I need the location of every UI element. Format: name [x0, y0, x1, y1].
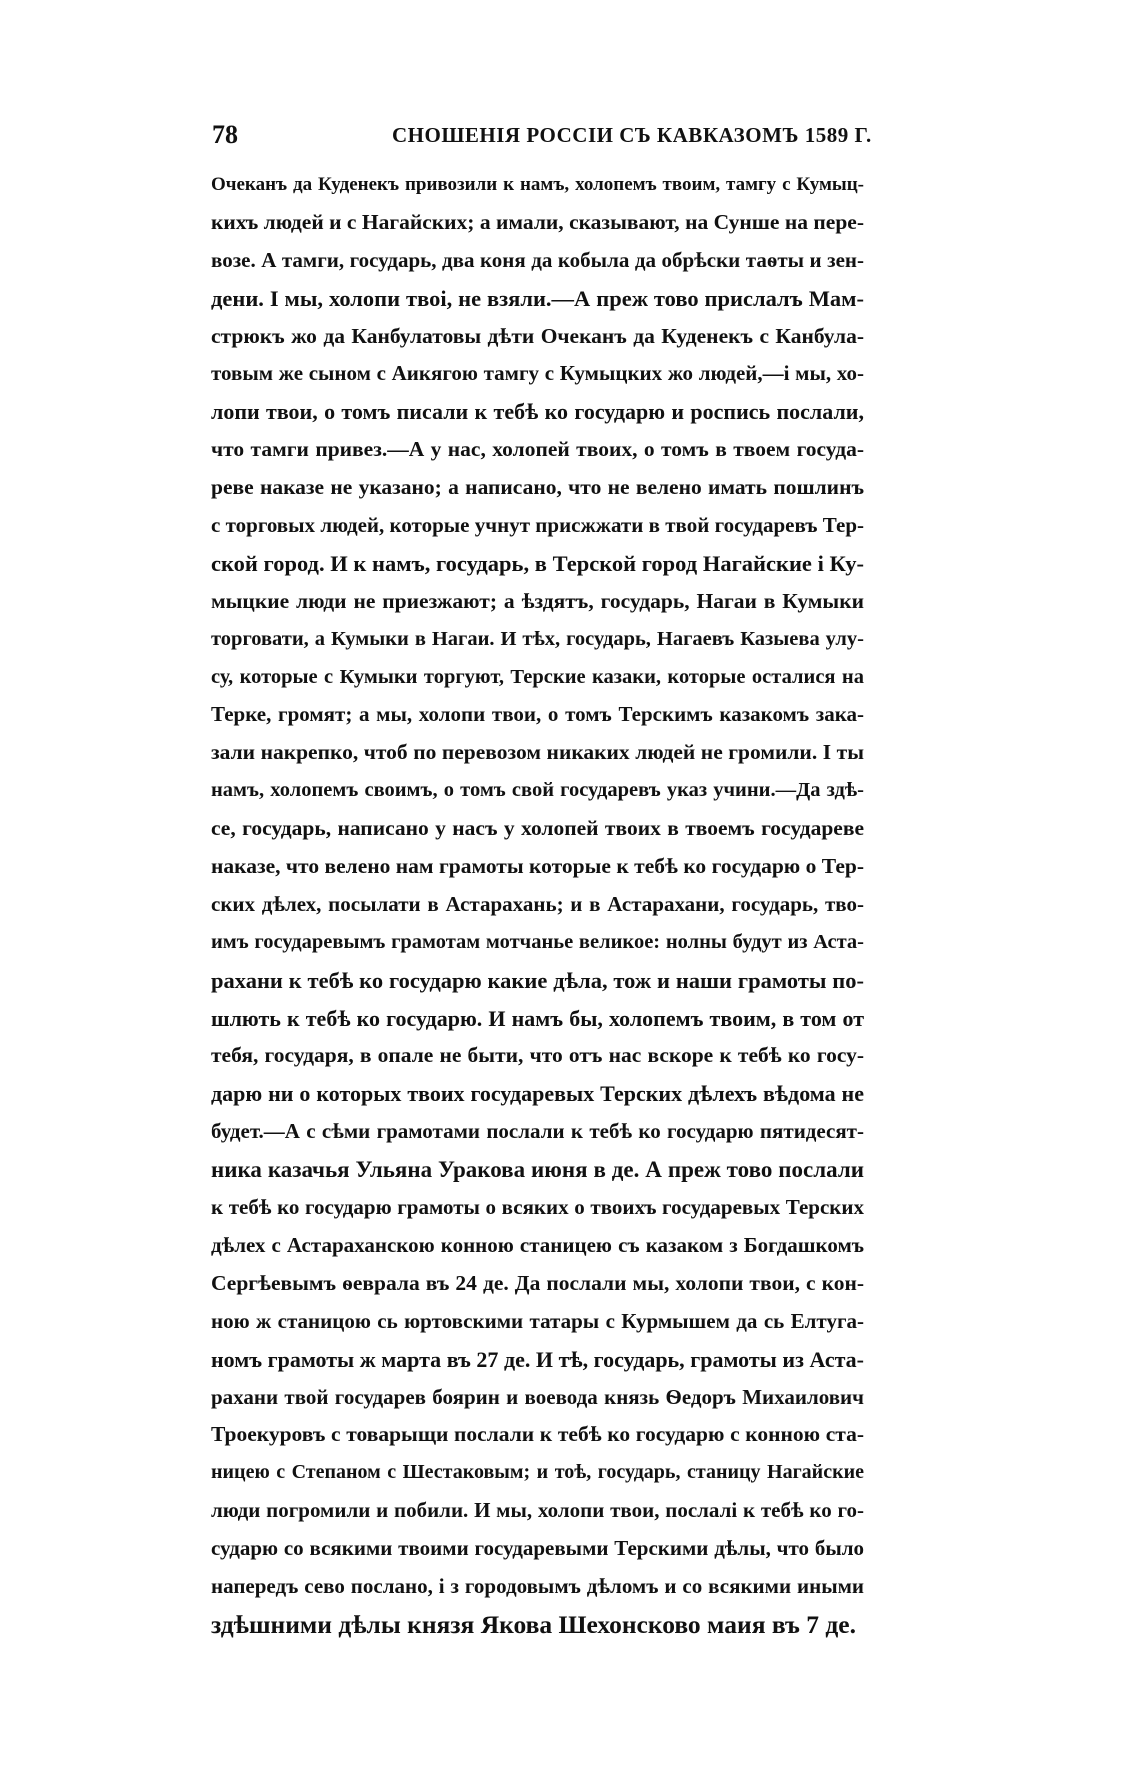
text-line: рахани к тебѣ ко государю какие дѣла, тож и наши грамоты по-	[211, 967, 864, 993]
page-header	[212, 115, 872, 155]
page-number: 78	[212, 120, 238, 149]
body-text	[211, 166, 864, 1644]
text-line: с торговых людей, которые учнут присжжати в твой государевъ Тер-	[211, 513, 864, 538]
text-line: ника казачья Ульяна Уракова июня в де. А преж тово послали	[211, 1157, 864, 1183]
text-line: Троекуровъ с товарыщи послали к тебѣ ко государю с конною ста-	[211, 1422, 864, 1447]
text-line: торговати, а Кумыки в Нагаи. И тѣх, государь, Нагаевъ Казыева улу-	[211, 627, 864, 650]
text-line: зали накрепко, чтоб по перевозом никаких людей не громили. І ты	[211, 740, 864, 765]
text-line: наказе, что велено нам грамоты которые к тебѣ ко государю о Тер-	[211, 854, 864, 879]
text-line: Очеканъ да Куденекъ привозили к намъ, холопемъ твоим, тамгу с Кумыц-	[211, 174, 864, 195]
text-line: ницею с Степаном с Шестаковым; и тоѣ, государь, станицу Нагайские	[211, 1461, 864, 1484]
text-line: ской город. И к намъ, государь, в Терской город Нагайские і Ку-	[211, 550, 864, 576]
text-line: возе. А тамги, государь, два коня да кобыла да обрѣски таѳты и зен-	[211, 247, 864, 272]
text-line: шлють к тебѣ ко государю. И намъ бы, холопемъ твоим, в том от	[211, 1005, 864, 1031]
text-line: напередъ сево послано, і з городовымъ дѣломъ и со всякими иными	[211, 1573, 864, 1598]
text-line: ских дѣлех, посылати в Астарахань; и в Астарахани, государь, тво-	[211, 891, 864, 916]
text-line: Сергѣевымъ ѳеврала въ 24 де. Да послали мы, холопи твои, с кон-	[211, 1270, 864, 1295]
text-line: кихъ людей и с Нагайских; а имали, сказывают, на Сунше на пере-	[211, 209, 864, 234]
text-line: номъ грамоты ж марта въ 27 де. И тѣ, государь, грамоты из Аста-	[211, 1346, 864, 1372]
text-line: дени. І мы, холопи твоі, не взяли.—А преж тово прислалъ Мам-	[211, 285, 864, 311]
text-line: дарю ни о которых твоих государевых Терских дѣлехъ вѣдома не	[211, 1081, 864, 1107]
text-line: здѣшними дѣлы князя Якова Шехонсково маия въ 7 де.	[211, 1609, 856, 1639]
running-title: СНОШЕНІЯ РОССІИ СЪ КАВКАЗОМЪ 1589 Г.	[392, 123, 872, 147]
text-line: люди погромили и побили. И мы, холопи твои, послалі к тебѣ ко го-	[211, 1498, 864, 1523]
text-line: ною ж станицою сь юртовскими татары с Курмышем да сь Елтуга-	[211, 1308, 864, 1333]
text-line: дѣлех с Астараханскою конною станицею съ казаком з Богдашкомъ	[211, 1232, 864, 1257]
text-line: мыцкие люди не приезжают; а ѣздятъ, государь, Нагаи в Кумыки	[211, 588, 864, 613]
text-line: се, государь, написано у насъ у холопей твоих в твоемъ государеве	[211, 816, 864, 841]
text-line: лопи твои, о томъ писали к тебѣ ко государю и роспись послали,	[211, 399, 864, 425]
text-line: стрюкъ жо да Канбулатовы дѣти Очеканъ да Куденекъ с Канбула-	[211, 323, 864, 348]
text-line: намъ, холопемъ своимъ, о томъ свой государевъ указ учини.—Да здѣ-	[211, 779, 864, 802]
text-line: Терке, громят; а мы, холопи твои, о томъ Терскимъ казакомъ зака-	[211, 702, 864, 727]
text-line: товым же сыном с Аикягою тамгу с Кумыцких жо людей,—і мы, хо-	[211, 361, 864, 386]
text-line: реве наказе не указано; а написано, что не велено имать пошлинъ	[211, 475, 864, 500]
text-line: рахани твой государев боярин и воевода князь Ѳедоръ Михаилович	[211, 1384, 864, 1409]
text-line: имъ государевымъ грамотам мотчанье великое: нолны будут из Аста-	[211, 930, 864, 953]
text-line: су, которые с Кумыки торгуют, Терские казаки, которые осталися на	[211, 665, 864, 688]
text-line: тебя, государя, в опале не быти, что отъ нас вскоре к тебѣ ко госу-	[211, 1043, 864, 1068]
text-line: к тебѣ ко государю грамоты о всяких о твоихъ государевых Терских	[211, 1195, 864, 1220]
text-line: сударю со всякими твоими государевыми Терскими дѣлы, что было	[211, 1536, 864, 1561]
text-line: что тамги привез.—А у нас, холопей твоих, о томъ в твоем госуда-	[211, 437, 864, 462]
text-line: будет.—А с сѣми грамотами послали к тебѣ ко государю пятидесят-	[211, 1119, 864, 1144]
